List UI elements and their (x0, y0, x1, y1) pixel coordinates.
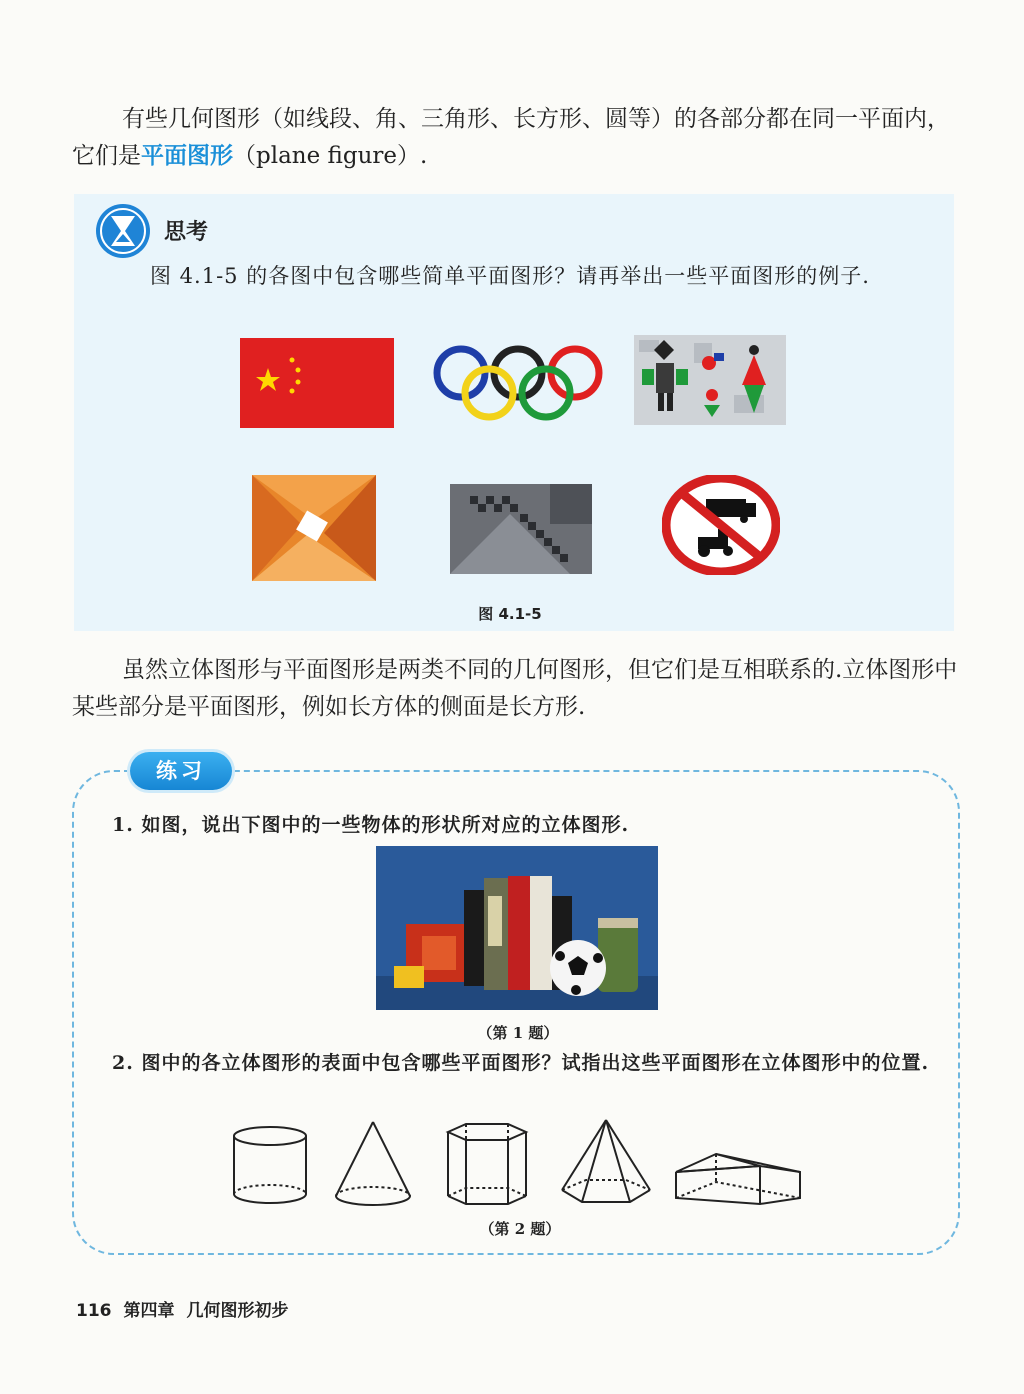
intro-paragraph (72, 101, 962, 175)
olympic-rings-image (428, 343, 610, 421)
question-2-caption: （第 2 题） (479, 1220, 561, 1238)
hourglass-icon (94, 202, 152, 260)
figure-caption: 图 4.1-5 (478, 605, 542, 623)
chinese-flag-image (240, 338, 394, 428)
tile-mosaic-image (450, 484, 592, 574)
pinwheel-square-image (252, 475, 376, 581)
paper-cut-collage-image (634, 335, 786, 425)
exercise-question-1: 1. 如图，说出下图中的一些物体的形状所对应的立体图形. (112, 814, 630, 836)
think-question-text: 图 4.1-5 的各图中包含哪些简单平面图形？请再举出一些平面图形的例子. (150, 264, 870, 288)
intro-text-end: （plane figure）. (233, 143, 428, 169)
chapter-title: 几何图形初步 (186, 1301, 289, 1321)
plane-figure-term: 平面图形 (141, 143, 233, 169)
intro-text: 有些几何图形（如线段、角、三角形、长方形、圆等）的各部分都在同一平面内，它们是 (72, 106, 950, 169)
objects-photo-image (376, 846, 658, 1010)
page-number: 116 (76, 1301, 112, 1321)
question-1-caption: （第 1 题） (477, 1024, 559, 1042)
exercise-question-2: 2. 图中的各立体图形的表面中包含哪些平面图形？试指出这些平面图形在立体图形中的位置. (112, 1052, 930, 1074)
chapter-label: 第四章 (123, 1301, 175, 1321)
no-trucks-sign-image (662, 475, 780, 575)
solid-figures-drawing (226, 1114, 806, 1214)
page-footer (76, 1296, 301, 1321)
think-question (98, 258, 938, 294)
connection-text: 虽然立体图形与平面图形是两类不同的几何图形，但它们是互相联系的.立体图形中某些部分是平面图形，例如长方体的侧面是长方形. (72, 657, 958, 720)
think-title: 思考 (164, 220, 209, 245)
exercise-tab: 练习 (130, 752, 232, 790)
connection-paragraph (72, 652, 962, 726)
